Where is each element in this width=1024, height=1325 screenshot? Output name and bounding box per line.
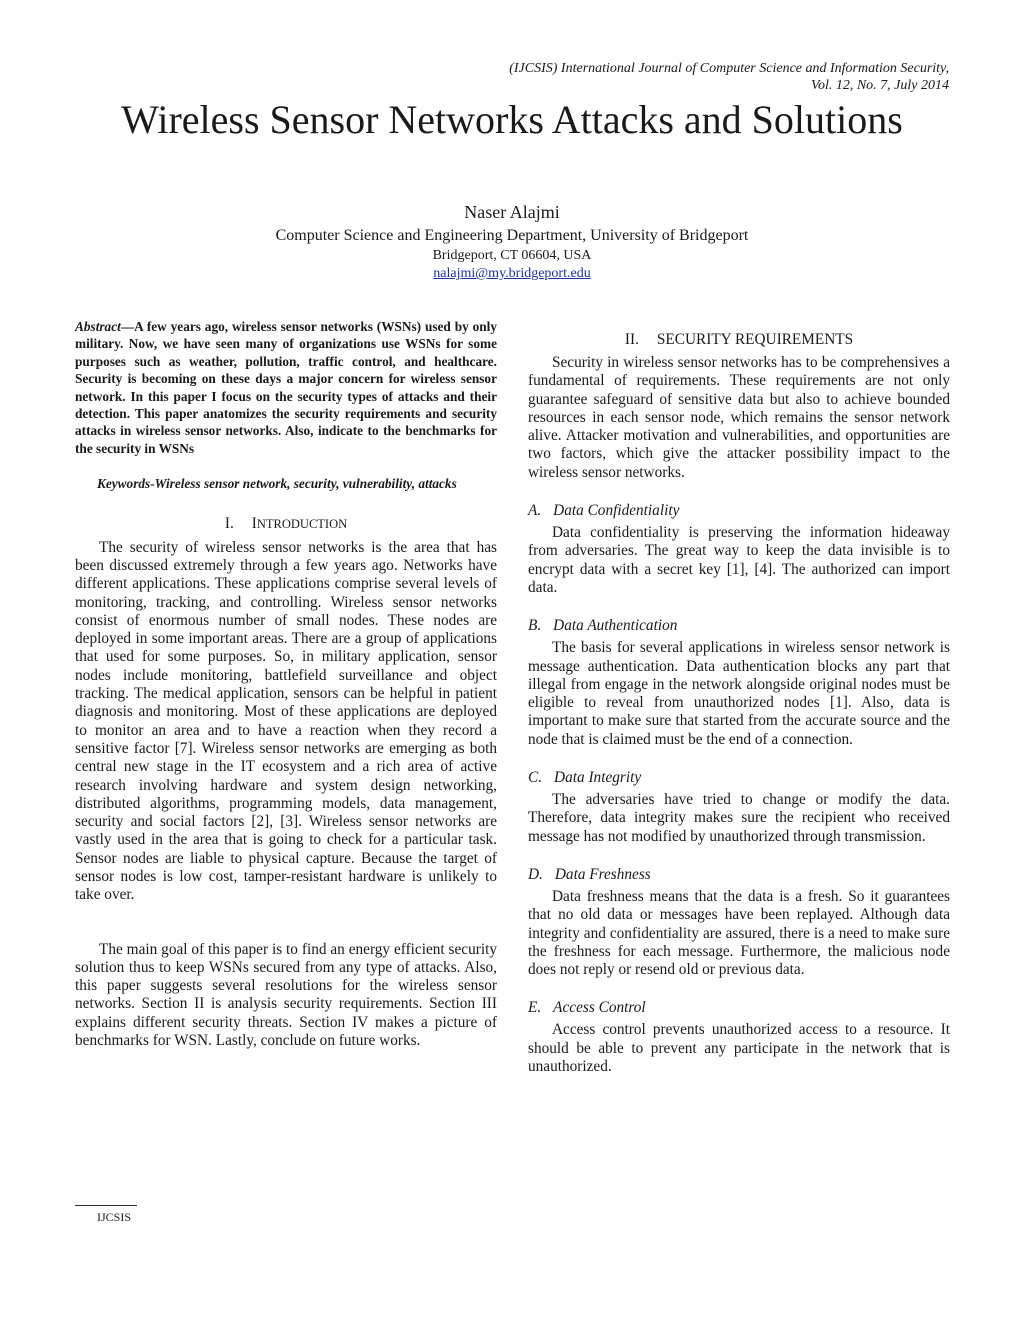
section-heading-security-requirements xyxy=(528,331,950,349)
subsection-letter: D. xyxy=(528,865,543,883)
subsection-title: Data Confidentiality xyxy=(553,502,680,520)
footnote-divider xyxy=(75,1205,137,1206)
subsection-letter: B. xyxy=(528,617,542,635)
subsection-title: Access Control xyxy=(553,999,646,1017)
subsection-text-a: Data confidentiality is preserving the information hideaway from adversaries. The great way to keep the data invisible is to encrypt data with a secret key [1], [4]. The authorized can import data. xyxy=(528,524,950,596)
subsection-heading-d xyxy=(528,866,950,884)
right-column xyxy=(528,318,950,1076)
author-affiliation: Computer Science and Engineering Department, University of Bridgeport xyxy=(275,227,749,244)
journal-name: (IJCSIS) International Journal of Computer Science and Information Security, xyxy=(509,61,949,76)
subsection-letter: A. xyxy=(528,502,542,520)
abstract-text: —A few years ago, wireless sensor networks (WSNs) used by only military. Now, we have seen many of organizations use WSNs for some purposes such as weather, pollution, traffic control, and healthcare. Security is becoming on these days a major concern for wireless sensor network. In this paper I focus on the security types of attacks and their detection. This paper anatomizes the security requirements and security attacks in wireless sensor networks. Also, indicate to the benchmarks for the security in WSNs xyxy=(75,319,497,456)
section-title-first-letter: I xyxy=(251,514,257,532)
subsection-title: Data Authentication xyxy=(553,617,678,635)
security-requirements-intro: Security in wireless sensor networks has to be comprehensives a fundamental of requirements. These requirements are not only guarantee safeguard of sensitive data but also to achieve bounded resources in each sensor node, which remains the sensor network alive. Attacker motivation and vulnerabilities, and opportunities are two factors, which give the attacker possibility impact to the wireless sensor networks. xyxy=(528,354,950,481)
intro-paragraph-1: The security of wireless sensor networks is the area that has been discussed extremely through a few years ago. Networks have different applications. These applications comprise several levels of monitoring, tracking, and controlling. Wireless sensor networks consist of enormous number of small nodes. These nodes are deployed in some important areas. There are a group of applications that used for some purposes. So, in military application, sensor nodes include monitoring, battlefield surveillance and object tracking. The medical application, sensors can be helpful in patient diagnosis and monitoring. Most of these applications are deployed to monitor an area and to have a reaction when they record a sensitive factor [7]. Wireless sensor networks are emerging as both central new stage in the IT ecosystem and a rich area of active research involving hardware and system design networking, distributed algorithms, programming models, data management, security and social factors [2], [3]. Wireless sensor networks are vastly used in the area that is going to check for a particular task. Sensor nodes are liable to physical capture. Because the target of sensor nodes is low cost, tamper-resistant hardware is unlikely to take over. xyxy=(75,538,497,904)
subsection-heading-e xyxy=(528,999,950,1017)
section-title: SECURITY REQUIREMENTS xyxy=(656,331,854,348)
intro-paragraph-2: The main goal of this paper is to find an energy efficient security solution thus to keep WSNs secured from any type of attacks. Also, this paper suggests several resolutions for the wireless sensor networks. Section II is analysis security requirements. Section III explains different security threats. Section IV makes a picture of benchmarks for WSN. Lastly, conclude on future works. xyxy=(75,940,497,1050)
section-number: II. xyxy=(624,331,639,348)
subsection-heading-b xyxy=(528,617,950,635)
subsection-heading-a xyxy=(528,502,950,520)
abstract-label: Abstract xyxy=(75,319,121,334)
subsection-text-d: Data freshness means that the data is a fresh. So it guarantees that no old data or messages have been replayed. Although data integrity and confidentiality are assured, there is a need to make sure the freshness for each message. Furthermore, the malicious node does not reply or resend old or previous data. xyxy=(528,887,950,979)
subsection-text-e: Access control prevents unauthorized access to a resource. It should be able to prevent any participate in the network that is unauthorized. xyxy=(528,1021,950,1076)
author-address: Bridgeport, CT 06604, USA xyxy=(432,248,592,263)
section-number: I. xyxy=(224,514,234,532)
journal-volume: Vol. 12, No. 7, July 2014 xyxy=(810,78,949,93)
paper-title: Wireless Sensor Networks Attacks and Solutions xyxy=(121,97,903,142)
subsection-text-b: The basis for several applications in wireless sensor network is message authentication. Data authentication blocks any part that illegal from engage in the network alongside original nodes must be eligible to reveal from unauthorized nodes [1]. Also, data is important to make sure that started from the accurate source and the node that is claimed must be the end of a connection. xyxy=(528,639,950,748)
footnote: IJCSIS xyxy=(97,1210,132,1224)
subsection-letter: C. xyxy=(528,769,543,787)
keywords: Keywords-Wireless sensor network, security, vulnerability, attacks xyxy=(97,476,457,492)
author-email-link[interactable]: nalajmi@my.bridgeport.edu xyxy=(433,266,591,281)
subsection-heading-c xyxy=(528,769,950,787)
subsection-letter: E. xyxy=(528,999,542,1017)
author-name: Naser Alajmi xyxy=(464,202,560,222)
author-block xyxy=(0,200,1024,282)
abstract xyxy=(75,318,497,457)
left-column xyxy=(75,318,497,1050)
subsection-title: Data Integrity xyxy=(554,769,642,787)
subsection-text-c: The adversaries have tried to change or modify the data. Therefore, data integrity makes sure the recipient who received message has not modified by unauthorized through transmission. xyxy=(528,791,950,845)
section-title-rest: NTRODUCTION xyxy=(256,516,348,531)
journal-header xyxy=(509,60,949,94)
section-heading-introduction xyxy=(75,515,497,533)
subsection-title: Data Freshness xyxy=(554,865,651,883)
